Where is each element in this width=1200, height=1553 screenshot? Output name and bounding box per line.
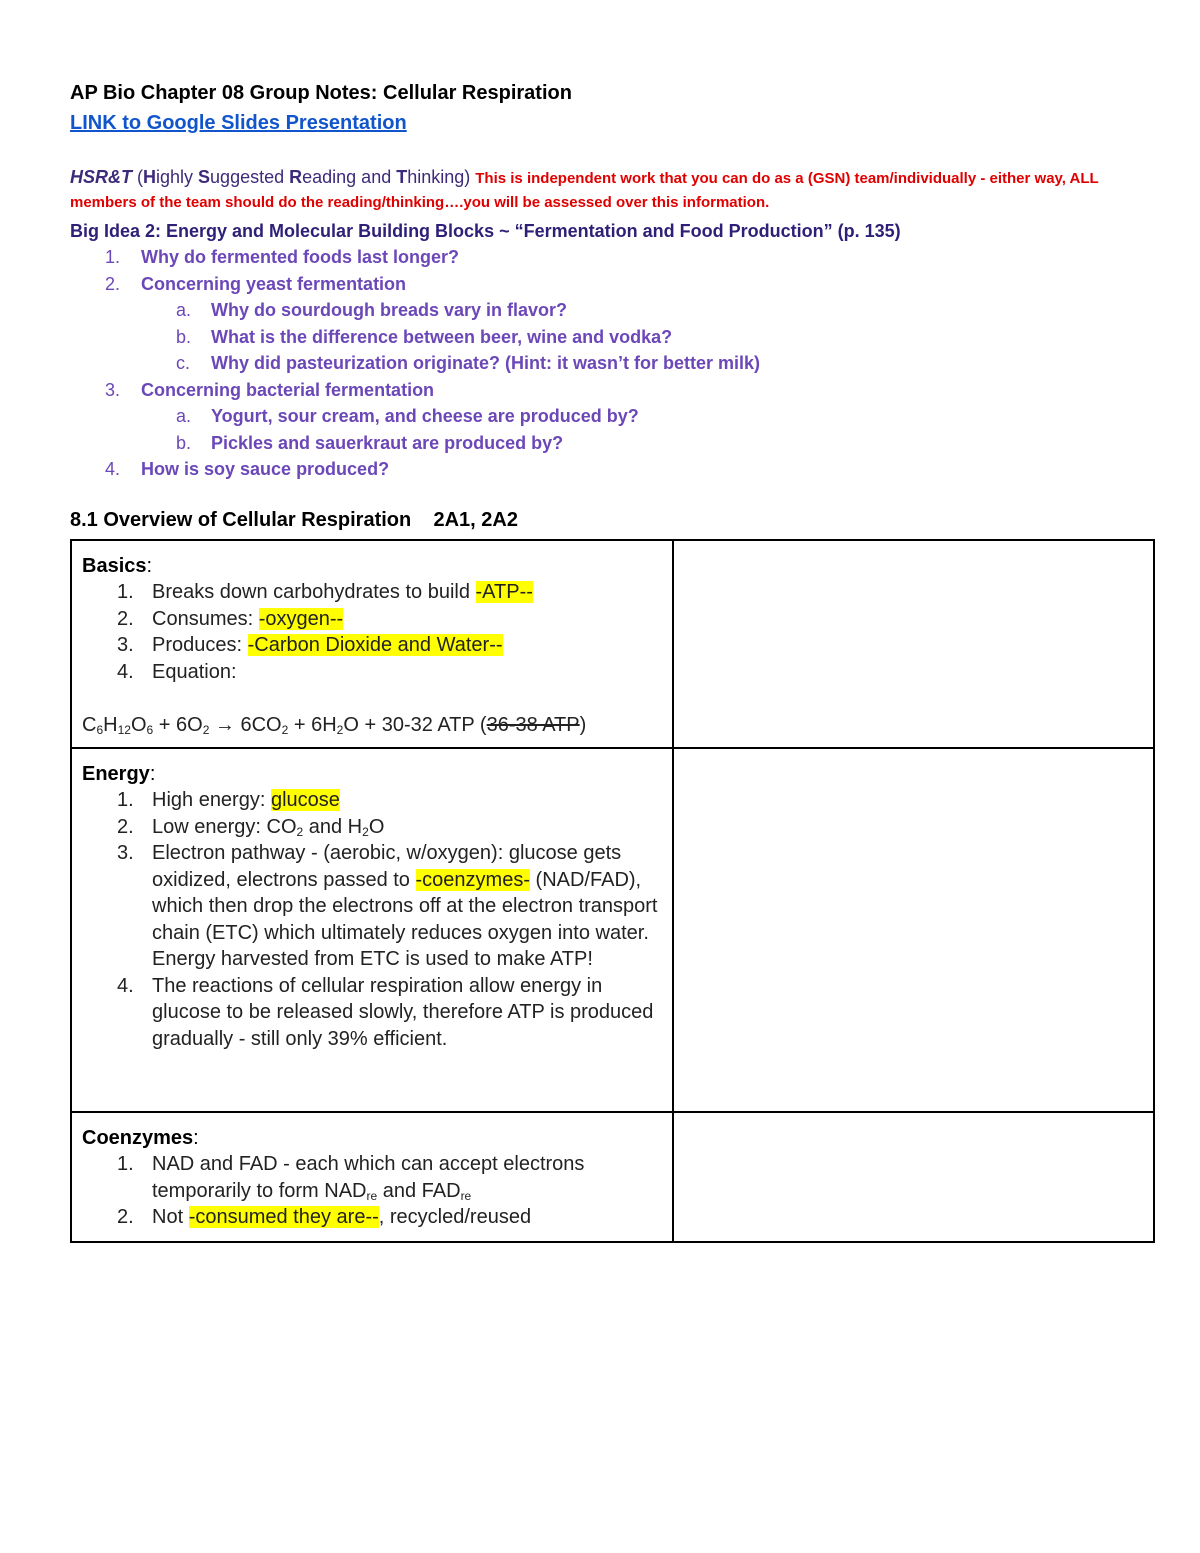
eq-strikethrough: 36-38 ATP bbox=[486, 714, 580, 736]
question-number: 1. bbox=[105, 247, 121, 267]
eq-subscript: 6 bbox=[96, 723, 104, 737]
list-number: 2. bbox=[117, 607, 134, 630]
highlight-answer: -coenzymes- bbox=[415, 868, 530, 891]
hsr-note: This is independent work that you can do as a (GSN) team/individually - either way, ALL members of the team should do the reading/thinking….you will be assessed over this information. bbox=[70, 170, 1099, 211]
eq-subscript: 2 bbox=[281, 723, 289, 737]
item-text: (NAD/FAD), which then drop the electrons off at the electron transport chain (ETC) which ultimately reduces oxygen into water. Energy harvested from ETC is used to make ATP! bbox=[152, 868, 658, 970]
eq-part: → 6CO bbox=[209, 714, 282, 736]
item-text: NAD and FAD - each which can accept electrons temporarily to form NAD bbox=[152, 1153, 585, 1202]
list-item bbox=[82, 787, 662, 814]
item-text: and FAD bbox=[377, 1179, 461, 1202]
hsr-letter-t: T bbox=[396, 167, 408, 187]
question-item bbox=[70, 403, 1155, 430]
hsr-letter-r: R bbox=[289, 167, 303, 187]
list-number: 2. bbox=[117, 1206, 134, 1228]
list-number: 2. bbox=[117, 815, 134, 838]
basics-cell[interactable] bbox=[71, 540, 673, 748]
subscript: 2 bbox=[362, 824, 369, 839]
question-text: Concerning yeast fermentation bbox=[141, 273, 407, 294]
basics-colon: : bbox=[146, 555, 153, 577]
energy-header bbox=[82, 761, 662, 787]
coenzymes-cell[interactable] bbox=[71, 1112, 673, 1242]
eq-subscript: 6 bbox=[146, 723, 154, 737]
respiration-equation bbox=[82, 711, 662, 739]
item-text: Electron pathway - (aerobic, w/oxygen): glucose gets oxidized, electrons passed to bbox=[152, 842, 622, 891]
section-title: 8.1 Overview of Cellular Respiration bbox=[70, 508, 412, 531]
question-text: Concerning bacterial fermentation bbox=[141, 379, 435, 400]
section-codes: 2A1, 2A2 bbox=[433, 508, 518, 531]
energy-colon: : bbox=[149, 763, 156, 785]
google-slides-link[interactable]: LINK to Google Slides Presentation bbox=[70, 112, 407, 134]
eq-part: ) bbox=[579, 714, 587, 736]
question-number: a. bbox=[176, 300, 192, 320]
table-row bbox=[71, 748, 1154, 1112]
question-number: b. bbox=[176, 432, 192, 453]
question-text: Why do fermented foods last longer? bbox=[141, 247, 460, 267]
list-item bbox=[82, 632, 662, 659]
item-text: Breaks down carbohydrates to build bbox=[152, 581, 476, 603]
subscript: 2 bbox=[296, 824, 304, 839]
question-text: Why did pasteurization originate? (Hint: it wasn’t for better milk) bbox=[211, 353, 761, 373]
coenzymes-header-label: Coenzymes bbox=[82, 1127, 194, 1149]
question-text: Yogurt, sour cream, and cheese are produced by? bbox=[211, 406, 639, 426]
item-text: Not bbox=[152, 1206, 189, 1228]
eq-part: + 6H bbox=[288, 714, 337, 736]
list-item bbox=[82, 973, 662, 1053]
question-item bbox=[70, 271, 1155, 298]
question-number: a. bbox=[176, 406, 192, 426]
basics-list bbox=[82, 579, 662, 685]
item-text: and H bbox=[303, 815, 363, 838]
hsr-word-thinking: hinking) bbox=[407, 167, 476, 187]
coenzymes-header bbox=[82, 1125, 662, 1151]
big-idea-heading: Big Idea 2: Energy and Molecular Building Blocks ~ “Fermentation and Food Production” (p. 135) bbox=[70, 221, 901, 241]
question-item bbox=[70, 377, 1155, 404]
list-item bbox=[82, 579, 662, 606]
question-item bbox=[70, 324, 1155, 351]
list-number: 1. bbox=[117, 581, 134, 603]
coenzymes-notes-cell[interactable] bbox=[673, 1112, 1154, 1242]
hsr-paragraph bbox=[70, 166, 1155, 214]
list-item bbox=[82, 840, 662, 973]
item-text: The reactions of cellular respiration allow energy in glucose to be released slowly, therefore ATP is produced gradually - still only 39% efficient. bbox=[152, 974, 654, 1050]
question-text: Pickles and sauerkraut are produced by? bbox=[211, 432, 564, 453]
item-text: Produces: bbox=[152, 634, 248, 656]
list-number: 1. bbox=[117, 1153, 134, 1175]
question-list bbox=[70, 244, 1155, 483]
question-number: b. bbox=[176, 326, 192, 347]
energy-list bbox=[82, 787, 662, 1052]
eq-part: O + 30-32 ATP ( bbox=[343, 714, 487, 736]
table-row bbox=[71, 540, 1154, 748]
question-text: Why do sourdough breads vary in flavor? bbox=[211, 300, 568, 320]
eq-subscript: 2 bbox=[202, 723, 210, 737]
spacer bbox=[70, 138, 1155, 166]
list-item bbox=[82, 1204, 662, 1231]
list-number: 4. bbox=[117, 660, 134, 683]
hsr-word-highly: ighly bbox=[156, 167, 199, 187]
section-heading bbox=[70, 505, 1155, 535]
eq-subscript: 2 bbox=[336, 723, 344, 737]
energy-header-label: Energy bbox=[82, 763, 150, 785]
question-number: 4. bbox=[105, 459, 121, 479]
list-item bbox=[82, 659, 662, 686]
subscript: re bbox=[366, 1188, 378, 1203]
eq-part: + 6O bbox=[153, 714, 203, 736]
hsr-letter-h: H bbox=[143, 167, 156, 187]
question-number: 3. bbox=[105, 379, 121, 400]
eq-subscript: 12 bbox=[117, 723, 131, 737]
list-number: 3. bbox=[117, 634, 134, 656]
energy-cell[interactable] bbox=[71, 748, 673, 1112]
question-text: What is the difference between beer, wine and vodka? bbox=[211, 326, 673, 347]
table-row bbox=[71, 1112, 1154, 1242]
eq-part: C bbox=[82, 714, 97, 736]
page-title: AP Bio Chapter 08 Group Notes: Cellular Respiration bbox=[70, 82, 572, 104]
list-number: 1. bbox=[117, 789, 134, 811]
document-page bbox=[70, 78, 1155, 535]
list-item bbox=[82, 1151, 662, 1204]
highlight-answer: -ATP-- bbox=[475, 581, 533, 603]
eq-part: O bbox=[130, 714, 147, 736]
list-item bbox=[82, 606, 662, 633]
question-item bbox=[70, 430, 1155, 457]
list-number: 3. bbox=[117, 842, 134, 864]
basics-header bbox=[82, 553, 662, 579]
highlight-answer: -consumed they are-- bbox=[188, 1206, 379, 1228]
item-text: High energy: bbox=[152, 789, 271, 811]
coenzymes-list bbox=[82, 1151, 662, 1231]
list-number: 4. bbox=[117, 974, 134, 997]
question-item bbox=[70, 350, 1155, 377]
highlight-answer: glucose bbox=[270, 789, 340, 811]
eq-part: H bbox=[103, 714, 118, 736]
hsr-abbr: HSR&T bbox=[70, 167, 132, 187]
subscript: re bbox=[460, 1188, 472, 1203]
hsr-word-suggested: uggested bbox=[210, 167, 290, 187]
question-text: How is soy sauce produced? bbox=[141, 459, 390, 479]
highlight-answer: -Carbon Dioxide and Water-- bbox=[247, 634, 503, 656]
energy-notes-cell[interactable] bbox=[673, 748, 1154, 1112]
highlight-answer: -oxygen-- bbox=[258, 607, 344, 630]
question-number: 2. bbox=[105, 273, 121, 294]
item-text: Equation: bbox=[152, 660, 237, 683]
basics-notes-cell[interactable] bbox=[673, 540, 1154, 748]
question-number: c. bbox=[176, 353, 191, 373]
hsr-letter-s: S bbox=[198, 167, 211, 187]
notes-table bbox=[70, 539, 1155, 1243]
question-item bbox=[70, 456, 1155, 483]
coenzymes-colon: : bbox=[193, 1127, 199, 1149]
question-item bbox=[70, 297, 1155, 324]
hsr-paren: ( bbox=[132, 167, 143, 187]
question-item bbox=[70, 244, 1155, 271]
item-text: O bbox=[368, 815, 385, 838]
item-text: Low energy: CO bbox=[152, 815, 297, 838]
basics-header-label: Basics bbox=[82, 555, 147, 577]
list-item bbox=[82, 814, 662, 841]
hsr-word-reading: eading and bbox=[302, 167, 397, 187]
item-text: , recycled/reused bbox=[378, 1206, 532, 1228]
item-text: Consumes: bbox=[152, 607, 259, 630]
